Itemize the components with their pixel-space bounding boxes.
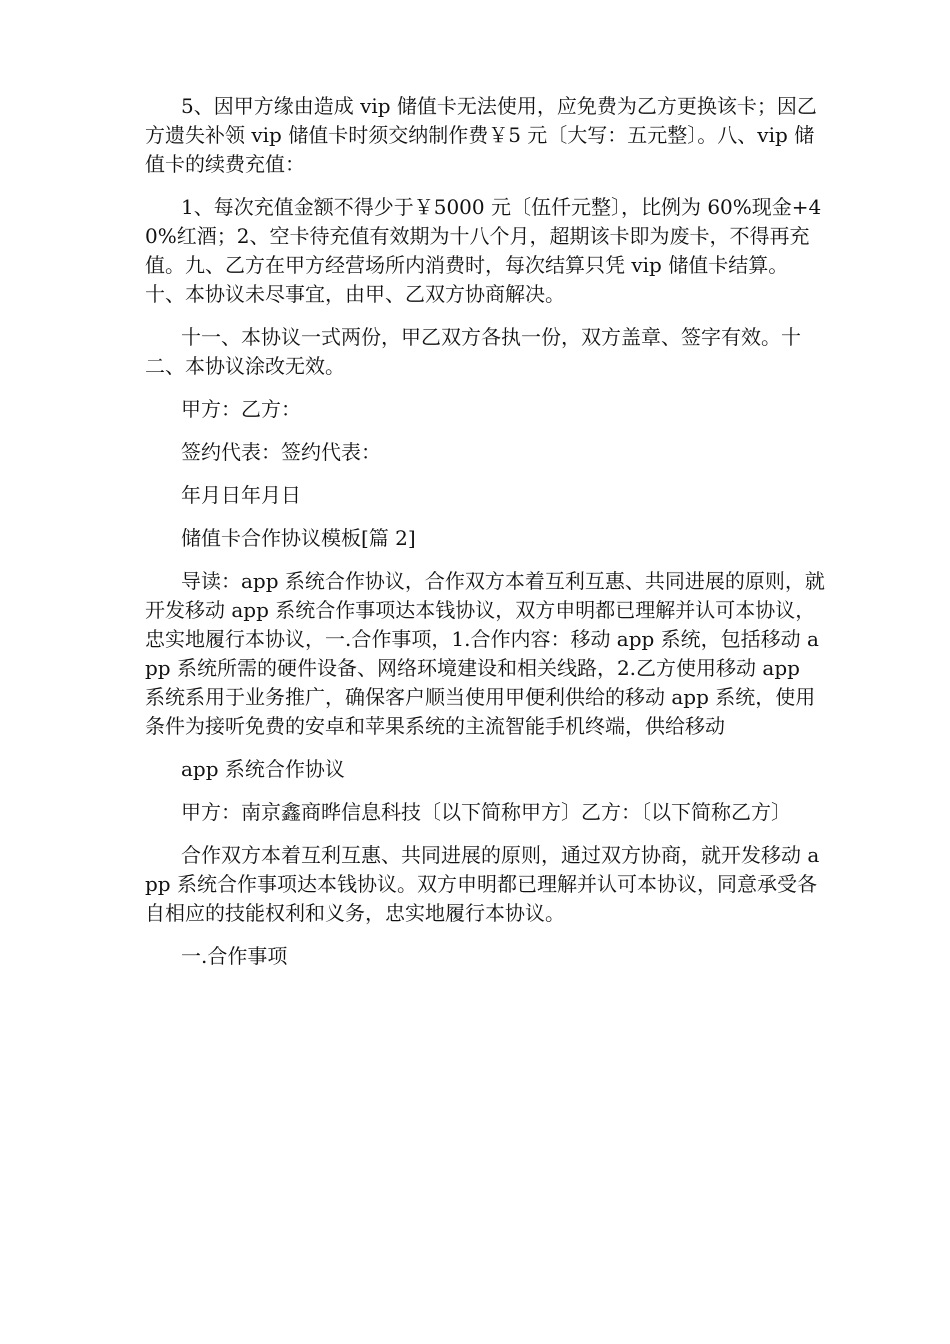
paragraph-copies: 十一、本协议一式两份，甲乙双方各执一份，双方盖章、签字有效。十二、本协议涂改无效。 — [145, 325, 801, 378]
section-heading-cooperation-items: 一.合作事项 — [181, 944, 288, 968]
paragraph-card-replacement: 5、因甲方缘由造成 vip 储值卡无法使用，应免费为乙方更换该卡；因乙方遗失补领 vip 储值卡时须交纳制作费￥5 元〔大写：五元整〕。八、vip 储值卡的续费充值： — [145, 94, 817, 176]
signature-parties: 甲方：乙方： — [181, 397, 301, 421]
document-page — [145, 92, 825, 985]
paragraph-intro: 导读：app 系统合作协议，合作双方本着互利互惠、共同进展的原则，就开发移动 app 系统合作事项达本钱协议，双方申明都已理解并认可本协议，忠实地履行本协议，一.合作事项，1.合作内容：移动 app 系统，包括移动 app 系统所需的硬件设备、网络环境建设和相关线路，2.乙方使用移动 app 系统系用于业务推广，确保客户顺当使用甲便利供给的移动 app 系统，使用条件为接听免费的安卓和苹果系统的主流智能手机终端，供给移动 — [145, 569, 825, 738]
signature-representatives: 签约代表：签约代表： — [181, 440, 381, 464]
paragraph-recharge-rules: 1、每次充值金额不得少于￥5000 元〔伍仟元整〕，比例为 60%现金+40%红酒；2、空卡待充值有效期为十八个月，超期该卡即为废卡，不得再充值。九、乙方在甲方经营场所内消费时，每次结算只凭 vip 储值卡结算。十、本协议未尽事宜，由甲、乙双方协商解决。 — [145, 195, 822, 306]
signature-dates: 年月日年月日 — [181, 483, 301, 507]
agreement-title: app 系统合作协议 — [181, 757, 345, 781]
section-title-template-2: 储值卡合作协议模板[篇 2] — [181, 526, 416, 550]
paragraph-parties: 甲方：南京鑫商晔信息科技〔以下简称甲方〕乙方：〔以下简称乙方〕 — [181, 800, 791, 824]
paragraph-cooperation: 合作双方本着互利互惠、共同进展的原则，通过双方协商，就开发移动 app 系统合作事项达本钱协议。双方申明都已理解并认可本协议，同意承受各自相应的技能权利和义务，忠实地履行本协议。 — [145, 843, 820, 925]
